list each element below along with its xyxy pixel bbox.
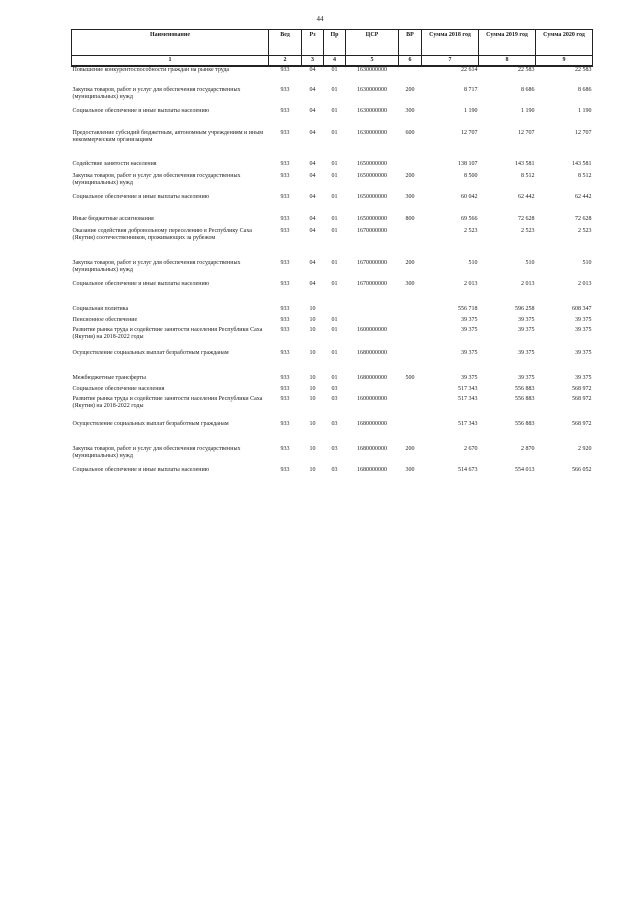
row-name: Развитие рынка труда и содействие занятости населения Республики Саха (Якутия) на 2018-2022 годы xyxy=(72,327,263,341)
col-number: 5 xyxy=(346,56,399,67)
row-sum-2020: 608 347 xyxy=(572,306,592,312)
table-row xyxy=(72,216,593,228)
col-header-name: Наименование xyxy=(72,30,269,56)
row-sum-2019: 2 013 xyxy=(521,281,535,287)
row-sum-2020: 39 375 xyxy=(575,350,592,356)
row-vr: 200 xyxy=(405,260,415,266)
row-pr: 01 xyxy=(331,161,338,167)
row-pr xyxy=(324,306,346,317)
row-name: Развитие рынка труда и содействие занятости населения Республики Саха (Якутия) на 2018-2022 годы xyxy=(72,396,263,410)
table-row xyxy=(72,317,593,327)
row-sum-2019: 556 883 xyxy=(515,421,535,427)
row-ved: 933 xyxy=(280,67,290,73)
table-row xyxy=(72,306,593,317)
row-sum-2018: 510 xyxy=(468,260,478,266)
row-sum-2020: 1 190 xyxy=(578,108,592,114)
row-rz: 10 xyxy=(309,375,316,381)
row-name: Социальное обеспечение и иные выплаты населению xyxy=(72,467,210,473)
row-ved: 933 xyxy=(280,130,290,136)
row-pr: 01 xyxy=(331,216,338,222)
table-row xyxy=(72,194,593,216)
row-sum-2020: 72 628 xyxy=(575,216,592,222)
table-row xyxy=(72,327,593,350)
row-name: Социальное обеспечение и иные выплаты населению xyxy=(72,108,210,114)
row-csr: 1680000000 xyxy=(357,375,387,381)
row-vr: 200 xyxy=(405,173,415,179)
page-number: 44 xyxy=(316,15,324,23)
table-row xyxy=(72,130,593,161)
row-rz: 10 xyxy=(309,327,316,333)
row-sum-2020: 39 375 xyxy=(575,317,592,323)
row-sum-2020: 12 707 xyxy=(575,130,592,136)
col-header-rz: Рз xyxy=(302,30,324,56)
row-csr: 1630000000 xyxy=(357,87,387,93)
table-row xyxy=(72,467,593,479)
row-pr: 01 xyxy=(331,130,338,136)
col-header-ved: Вед xyxy=(269,30,302,56)
row-sum-2019: 1 190 xyxy=(521,108,535,114)
row-csr: 1670000000 xyxy=(357,260,387,266)
row-pr: 03 xyxy=(331,386,338,392)
row-pr: 01 xyxy=(331,194,338,200)
row-ved: 933 xyxy=(280,327,290,333)
row-rz: 10 xyxy=(309,446,316,452)
table-row xyxy=(72,350,593,375)
row-sum-2019: 596 258 xyxy=(515,306,535,312)
row-pr: 03 xyxy=(331,446,338,452)
row-vr xyxy=(399,327,422,350)
row-pr: 01 xyxy=(331,375,338,381)
row-vr xyxy=(399,317,422,327)
row-sum-2018: 2 670 xyxy=(464,446,478,452)
row-sum-2020: 568 972 xyxy=(572,386,592,392)
row-rz: 10 xyxy=(309,421,316,427)
row-csr: 1630000000 xyxy=(357,108,387,114)
row-pr: 01 xyxy=(331,327,338,333)
row-vr xyxy=(399,161,422,173)
row-sum-2018: 2 523 xyxy=(464,228,478,234)
row-name: Межбюджетные трансферты xyxy=(72,375,146,381)
row-pr: 01 xyxy=(331,67,338,73)
table-row xyxy=(72,396,593,421)
row-sum-2019: 510 xyxy=(525,260,535,266)
table-row xyxy=(72,260,593,281)
row-name: Закупка товаров, работ и услуг для обеспечения государственных (муниципальных) нужд xyxy=(72,173,241,187)
row-name: Социальное обеспечение и иные выплаты населению xyxy=(72,194,210,200)
col-header-pr: Пр xyxy=(324,30,346,56)
row-sum-2018: 60 042 xyxy=(461,194,478,200)
row-csr: 1670000000 xyxy=(357,228,387,234)
row-vr xyxy=(399,66,422,87)
row-sum-2018: 8 500 xyxy=(464,173,478,179)
col-header-sum-2019: Сумма 2019 год xyxy=(479,30,536,56)
row-vr: 200 xyxy=(405,446,415,452)
row-sum-2020: 39 375 xyxy=(575,375,592,381)
table-row xyxy=(72,375,593,386)
row-sum-2020: 568 972 xyxy=(572,421,592,427)
row-name: Социальное обеспечение населения xyxy=(72,386,165,392)
row-sum-2019: 39 375 xyxy=(518,317,535,323)
row-name: Закупка товаров, работ и услуг для обеспечения государственных (муниципальных) нужд xyxy=(72,260,241,274)
col-number: 9 xyxy=(536,56,593,67)
row-sum-2019: 22 583 xyxy=(518,67,535,73)
row-rz: 04 xyxy=(309,173,316,179)
row-vr: 300 xyxy=(405,194,415,200)
row-pr: 01 xyxy=(331,350,338,356)
table-row xyxy=(72,446,593,467)
row-ved: 933 xyxy=(280,421,290,427)
row-ved: 933 xyxy=(280,396,290,402)
row-sum-2018: 8 717 xyxy=(464,87,478,93)
col-header-sum-2018: Сумма 2018 год xyxy=(422,30,479,56)
row-sum-2020: 566 052 xyxy=(572,467,592,473)
row-sum-2018: 517 343 xyxy=(458,421,478,427)
row-csr: 1680000000 xyxy=(357,421,387,427)
row-name: Осуществление социальных выплат безработным гражданам xyxy=(72,421,229,427)
row-pr: 01 xyxy=(331,228,338,234)
col-number: 1 xyxy=(72,56,269,67)
row-sum-2018: 556 718 xyxy=(458,306,478,312)
row-rz: 10 xyxy=(309,350,316,356)
row-sum-2019: 556 883 xyxy=(515,386,535,392)
row-sum-2020: 8 512 xyxy=(578,173,592,179)
table-body xyxy=(72,66,593,479)
row-sum-2020: 2 523 xyxy=(578,228,592,234)
row-sum-2019: 8 512 xyxy=(521,173,535,179)
table-row xyxy=(72,386,593,396)
row-sum-2019: 556 883 xyxy=(515,396,535,402)
row-ved: 933 xyxy=(280,375,290,381)
row-csr: 1650000000 xyxy=(357,216,387,222)
row-ved: 933 xyxy=(280,386,290,392)
row-vr xyxy=(399,386,422,396)
row-rz: 04 xyxy=(309,216,316,222)
col-number: 2 xyxy=(269,56,302,67)
row-pr: 01 xyxy=(331,281,338,287)
row-sum-2019: 143 581 xyxy=(515,161,535,167)
row-sum-2020: 39 375 xyxy=(575,327,592,333)
row-name: Социальное обеспечение и иные выплаты населению xyxy=(72,281,210,287)
row-csr xyxy=(346,386,399,396)
row-sum-2018: 39 375 xyxy=(461,317,478,323)
row-sum-2018: 517 343 xyxy=(458,396,478,402)
table-row xyxy=(72,66,593,87)
row-ved: 933 xyxy=(280,260,290,266)
row-pr: 01 xyxy=(331,260,338,266)
row-csr: 1650000000 xyxy=(357,173,387,179)
row-rz: 04 xyxy=(309,108,316,114)
row-sum-2020: 143 581 xyxy=(572,161,592,167)
budget-table xyxy=(71,29,593,479)
row-pr: 01 xyxy=(331,108,338,114)
row-rz: 04 xyxy=(309,194,316,200)
row-name: Социальная политика xyxy=(72,306,129,312)
row-sum-2018: 69 566 xyxy=(461,216,478,222)
row-name: Оказание содействия добровольному переселению в Республику Саха (Якутия) соотечественников, проживающих за рубежом xyxy=(72,228,252,242)
row-ved: 933 xyxy=(280,194,290,200)
row-csr: 1600000000 xyxy=(357,396,387,402)
row-sum-2018: 39 375 xyxy=(461,327,478,333)
row-pr: 01 xyxy=(331,317,338,323)
row-sum-2019: 72 628 xyxy=(518,216,535,222)
col-number: 4 xyxy=(324,56,346,67)
col-header-csr: ЦСР xyxy=(346,30,399,56)
row-pr: 03 xyxy=(331,396,338,402)
row-ved: 933 xyxy=(280,173,290,179)
row-sum-2018: 2 013 xyxy=(464,281,478,287)
row-ved: 933 xyxy=(280,216,290,222)
row-name: Осуществление социальных выплат безработным гражданам xyxy=(72,350,229,356)
row-sum-2018: 39 375 xyxy=(461,375,478,381)
row-name: Повышение конкурентоспособности граждан на рынке труда xyxy=(72,67,230,73)
row-name: Пенсионное обеспечение xyxy=(72,317,138,323)
row-rz: 10 xyxy=(309,386,316,392)
row-sum-2019: 39 375 xyxy=(518,375,535,381)
row-ved: 933 xyxy=(280,161,290,167)
row-sum-2019: 2 523 xyxy=(521,228,535,234)
row-ved: 933 xyxy=(280,306,290,312)
row-csr: 1670000000 xyxy=(357,281,387,287)
table-row xyxy=(72,87,593,108)
row-vr: 200 xyxy=(405,87,415,93)
col-number: 8 xyxy=(479,56,536,67)
row-csr: 1650000000 xyxy=(357,161,387,167)
row-ved: 933 xyxy=(280,228,290,234)
row-sum-2019: 39 375 xyxy=(518,327,535,333)
row-csr: 1650000000 xyxy=(357,194,387,200)
row-rz: 10 xyxy=(309,317,316,323)
row-rz: 04 xyxy=(309,228,316,234)
row-ved: 933 xyxy=(280,350,290,356)
row-sum-2019: 8 686 xyxy=(521,87,535,93)
row-ved: 933 xyxy=(280,446,290,452)
row-sum-2019: 554 013 xyxy=(515,467,535,473)
row-rz: 10 xyxy=(309,306,316,312)
row-vr: 500 xyxy=(405,375,415,381)
row-csr: 1680000000 xyxy=(357,350,387,356)
row-name: Предоставление субсидий бюджетным, автономным учреждениям и иным некоммерческим организациям xyxy=(72,130,264,144)
table-row xyxy=(72,173,593,194)
row-csr: 1680000000 xyxy=(357,467,387,473)
row-ved: 933 xyxy=(280,108,290,114)
row-sum-2020: 2 013 xyxy=(578,281,592,287)
table-row xyxy=(72,108,593,130)
row-pr: 03 xyxy=(331,467,338,473)
col-header-sum-2020: Сумма 2020 год xyxy=(536,30,593,56)
table-row xyxy=(72,161,593,173)
row-sum-2019: 62 442 xyxy=(518,194,535,200)
row-csr: 1630000000 xyxy=(357,67,387,73)
row-vr: 300 xyxy=(405,108,415,114)
row-sum-2020: 8 686 xyxy=(578,87,592,93)
row-sum-2018: 514 673 xyxy=(458,467,478,473)
row-rz: 04 xyxy=(309,161,316,167)
row-sum-2019: 12 707 xyxy=(518,130,535,136)
row-rz: 04 xyxy=(309,87,316,93)
row-pr: 03 xyxy=(331,421,338,427)
row-sum-2020: 510 xyxy=(582,260,592,266)
row-pr: 01 xyxy=(331,173,338,179)
row-sum-2018: 12 707 xyxy=(461,130,478,136)
row-sum-2020: 568 972 xyxy=(572,396,592,402)
col-number: 6 xyxy=(399,56,422,67)
row-vr: 600 xyxy=(405,130,415,136)
col-number: 3 xyxy=(302,56,324,67)
row-pr: 01 xyxy=(331,87,338,93)
table-row xyxy=(72,281,593,306)
row-rz: 10 xyxy=(309,467,316,473)
row-name: Закупка товаров, работ и услуг для обеспечения государственных (муниципальных) нужд xyxy=(72,446,241,460)
row-sum-2018: 1 190 xyxy=(464,108,478,114)
row-rz: 04 xyxy=(309,260,316,266)
row-csr xyxy=(346,317,399,327)
row-csr: 1600000000 xyxy=(357,327,387,333)
row-vr xyxy=(399,421,422,446)
row-sum-2018: 517 343 xyxy=(458,386,478,392)
col-number: 7 xyxy=(422,56,479,67)
row-vr: 800 xyxy=(405,216,415,222)
row-vr xyxy=(399,350,422,375)
row-rz: 10 xyxy=(309,396,316,402)
row-sum-2020: 22 583 xyxy=(575,67,592,73)
row-ved: 933 xyxy=(280,281,290,287)
column-number-row xyxy=(72,56,593,67)
col-header-vr: ВР xyxy=(399,30,422,56)
row-name: Иные бюджетные ассигнования xyxy=(72,216,154,222)
row-vr xyxy=(399,228,422,260)
row-vr: 300 xyxy=(405,467,415,473)
row-vr xyxy=(399,396,422,421)
row-sum-2020: 2 920 xyxy=(578,446,592,452)
row-rz: 04 xyxy=(309,130,316,136)
row-ved: 933 xyxy=(280,87,290,93)
row-sum-2018: 138 107 xyxy=(458,161,478,167)
header-row xyxy=(72,30,593,56)
row-ved: 933 xyxy=(280,317,290,323)
row-name: Закупка товаров, работ и услуг для обеспечения государственных (муниципальных) нужд xyxy=(72,87,241,101)
row-sum-2018: 39 375 xyxy=(461,350,478,356)
row-rz: 04 xyxy=(309,67,316,73)
row-sum-2019: 39 375 xyxy=(518,350,535,356)
row-vr xyxy=(399,306,422,317)
row-csr xyxy=(346,306,399,317)
table-row xyxy=(72,228,593,260)
row-ved: 933 xyxy=(280,467,290,473)
row-vr: 300 xyxy=(405,281,415,287)
row-sum-2019: 2 870 xyxy=(521,446,535,452)
row-csr: 1630000000 xyxy=(357,130,387,136)
row-csr: 1680000000 xyxy=(357,446,387,452)
table-row xyxy=(72,421,593,446)
row-rz: 04 xyxy=(309,281,316,287)
row-name: Содействие занятости населения xyxy=(72,161,157,167)
row-sum-2018: 22 614 xyxy=(461,67,478,73)
row-sum-2020: 62 442 xyxy=(575,194,592,200)
